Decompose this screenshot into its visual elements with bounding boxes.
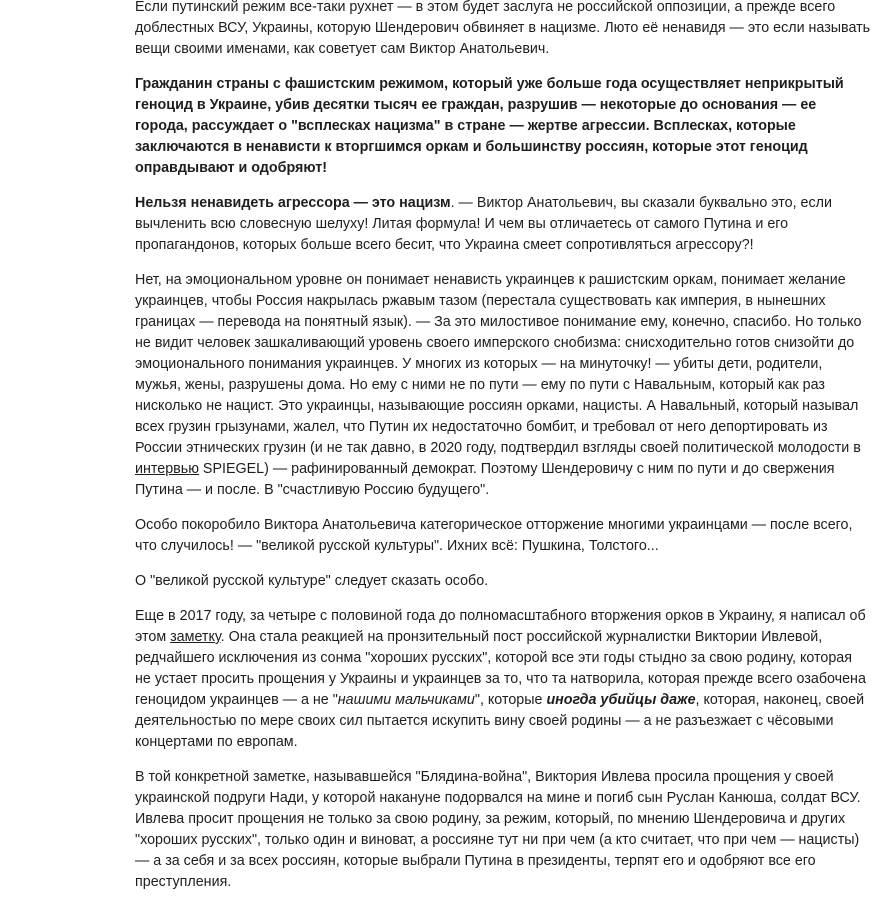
paragraph-7-bold-italic-text: иногда убийцы даже [546,692,696,708]
paragraph-1-text: Если путинский режим все-таки рухнет — в этом будет заслуга не российской оппозиции, а прежде всего доблестных ВСУ, Украины, которую Шендерович обвиняет в нацизме. Люто её ненавидя — это если называть вещи своими именами, как советует сам Виктор Анатольевич. [135,0,871,57]
paragraph-7-text-b: . Она стала реакцией на пронзительный пост российской журналистки Виктории Ивлевой, редчайшего исключения из сонма "хороших русских", которой все эти годы стыдно за свою родину, которая не устает просить прощения у Украины и украинцев за то, что та натворила, которая прежде всего озабочена геноцидом украинцев — а не " [135,629,866,708]
paragraph-7-text-d: , которая, наконец, своей деятельностью по мере своих сил пытается искупить вину своей родины — а не разъезжает с чёсовыми концертами по европам. [135,692,865,750]
paragraph-1 [135,0,871,60]
paragraph-3 [135,193,871,256]
paragraph-3-text: . — Виктор Анатольевич, вы сказали буквально это, если вычленить всю словесную шелуху! Литая формула! И чем вы отличаетесь от самого Путина и его пропагандонов, которых больше всего бесит, что Украина смеет сопротивляться агрессору?! [135,195,832,253]
paragraph-3-bold-text: Нельзя ненавидеть агрессора — это нацизм [135,195,451,211]
paragraph-6-text: О "великой русской культуре" следует сказать особо. [135,573,489,589]
paragraph-2 [135,74,871,179]
paragraph-7-text-a: Еще в 2017 году, за четыре с половиной года до полномасштабного вторжения орков в Украину, я написал об этом [135,608,866,645]
note-link[interactable]: заметку [170,629,221,645]
article-body [135,0,871,907]
paragraph-7-text-c: ", которые [474,692,547,708]
paragraph-4-text-start: Нет, на эмоциональном уровне он понимает ненависть украинцев к рашистским оркам, понимает желание украинцев, чтобы Россия накрылась ржавым тазом (перестала существовать как империя, в нынешних границах — перевода на понятный язык). — За это милостивое понимание ему, конечно, спасибо. Но только не видит человек зашкаливающий уровень своего имперского снобизма: снисходительно готов снизойти до эмоционального понимания украинцев. У многих из которых — на минуточку! — убиты дети, родители, мужья, жены, разрушены дома. Но ему с ними не по пути — ему по пути с Навальным, который как раз нисколько не нацист. Это украинцы, называющие россиян орками, нацисты. А Навальный, который называл всех грузин грызунами, жалел, что Путин их недостаточно бомбит, и требовал от него депортировать из России этнических грузин (и не так давно, в 2020 году, подтвердил взгляды своей политической молодости в [135,272,862,456]
paragraph-5 [135,515,871,557]
paragraph-6 [135,571,871,592]
paragraph-4 [135,270,871,501]
paragraph-4-text-end: SPIEGEL) — рафинированный демократ. Поэтому Шендеровичу с ним по пути и до свержения Путина — и после. В "счастливую Россию будущего". [135,461,835,498]
paragraph-2-bold-text: Гражданин страны с фашистским режимом, который уже больше года осуществляет неприкрытый геноцид в Украине, убив десятки тысяч ее граждан, разрушив — некоторые до основания — ее города, рассуждает о "всплесках нацизма" в стране — жертве агрессии. Всплесках, которые заключаются в ненависти к вторгшимся оркам и большинству россиян, которые этот геноцид оправдывают и одобряют! [135,76,844,176]
paragraph-8 [135,767,871,893]
paragraph-7-italic-text: нашими мальчиками [337,692,475,708]
interview-link[interactable]: интервью [135,461,199,477]
paragraph-5-text: Особо покоробило Виктора Анатольевича категорическое отторжение многими украинцами — после всего, что случилось! — "великой русской культуры". Ихних всё: Пушкина, Толстого... [135,517,853,554]
paragraph-8-text: В той конкретной заметке, называвшейся "Блядина-война", Виктория Ивлева просила прощения у своей украинской подруги Нади, у которой накануне подорвался на мине и погиб сын Руслан Канюша, солдат ВСУ. Ивлева просит прощения не только за свою родину, за режим, который, по мнению Шендеровича и других "хороших русских", только один и виноват, а россияне тут ни при чем (а кто считает, что при чем — нацисты) — а за себя и за всех россиян, которые выбрали Путина в президенты, терпят его и одобряют все его преступления. [135,769,861,890]
paragraph-7 [135,606,871,753]
